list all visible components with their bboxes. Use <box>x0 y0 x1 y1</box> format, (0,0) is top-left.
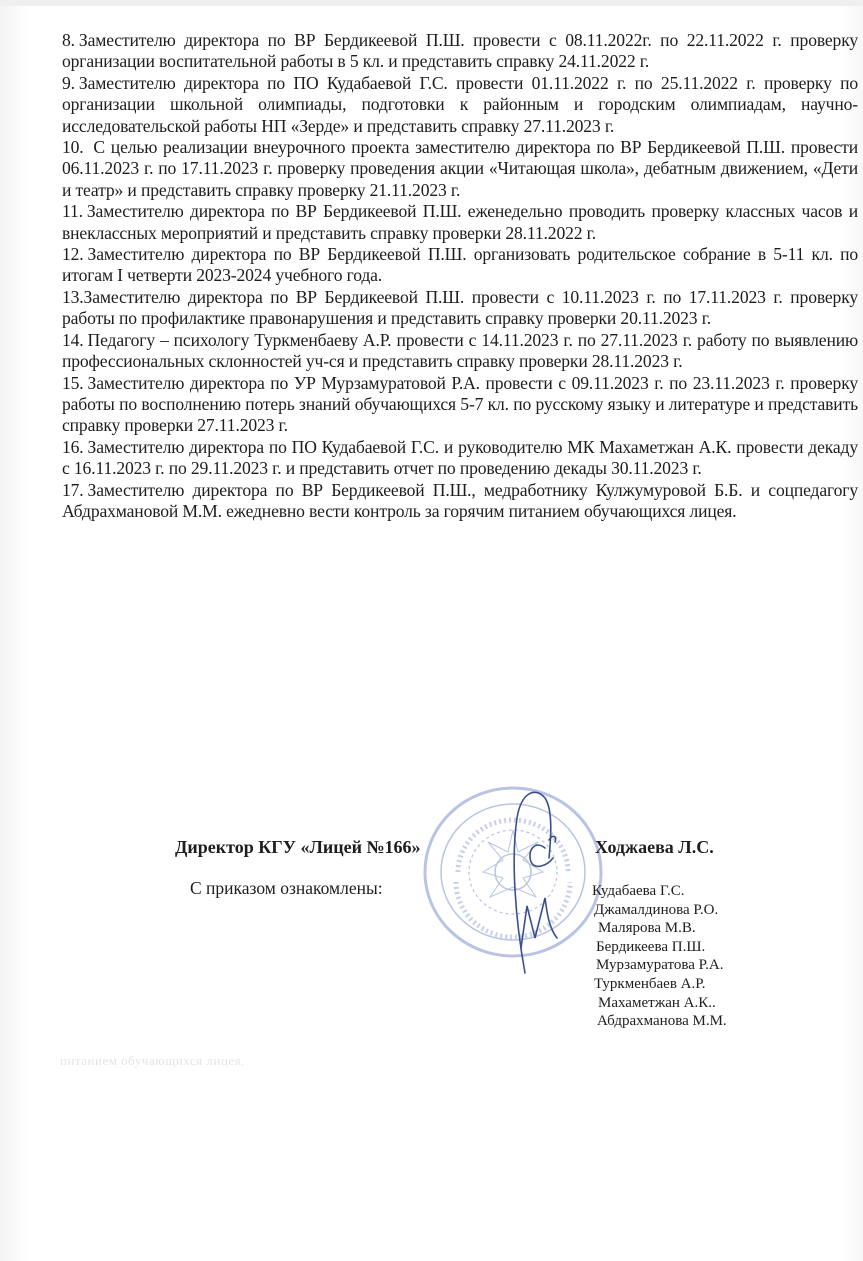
order-item-10 <box>62 137 858 201</box>
acknowledged-person: Джамалдинова Р.О. <box>594 901 719 918</box>
item-number: 8. <box>62 30 75 50</box>
order-body <box>62 30 858 522</box>
item-number: 11. <box>62 201 83 222</box>
item-text: Заместителю директора по ВР Бердикеевой П.Ш. провести с 08.11.2022г. по 22.11.2022 г. проверку организации воспитательной работы в 5 кл. и представить справку 24.11.2022 г. <box>62 30 858 72</box>
order-item-11 <box>62 201 858 244</box>
acknowledgement-label: С приказом ознакомлены: <box>190 878 383 898</box>
item-text: Педагогу – психологу Туркменбаеву А.Р. провести с 14.11.2023 г. по 27.11.2023 г. работу по выявлению профессиональных склонностей уч-ся и представить справку проверки 28.11.2023 г. <box>62 329 858 372</box>
acknowledged-person: Абдрахманова М.М. <box>597 1013 727 1030</box>
item-number: 12. <box>62 244 84 265</box>
item-number: 9. <box>62 72 75 93</box>
item-text: Заместителю директора по ПО Кудабаевой Г.С. и руководителю МК Махаметжан А.К. провести декаду с 16.11.2023 г. по 29.11.2023 г. и представить отчет по проведению декады 30.11.2023 г. <box>62 436 858 479</box>
item-text: С целью реализации внеурочного проекта заместителю директора по ВР Бердикеевой П.Ш. провести 06.11.2023 г. по 17.11.2023 г. проверку проведения акции «Читающая школа», дебатным движением, «Дети и театр» и представить справку проверку 21.11.2023 г. <box>62 137 858 200</box>
acknowledged-person: Махаметжан А.К.. <box>598 994 716 1011</box>
order-item-17 <box>62 480 858 523</box>
order-item-13 <box>62 287 858 330</box>
item-text: Заместителю директора по ВР Бердикеевой П.Ш. провести с 10.11.2023 г. по 17.11.2023 г. проверку работы по профилактике правонарушения и представить справку проверки 20.11.2023 г. <box>62 286 858 329</box>
item-text: Заместителю директора по УР Мурзамуратовой Р.А. провести с 09.11.2023 г. по 23.11.2023 г. проверку работы по восполнению потерь знаний обучающихся 5-7 кл. по русскому языку и литературе и представить справку проверки 27.11.2023 г. <box>62 372 858 436</box>
acknowledged-person: Бердикеева П.Ш. <box>596 938 706 955</box>
order-item-14 <box>62 330 858 373</box>
director-title: Директор КГУ «Лицей №166» <box>175 837 421 857</box>
order-item-15 <box>62 373 858 437</box>
item-number: 14. <box>62 329 84 350</box>
order-item-9 <box>62 73 858 137</box>
director-name: Ходжаева Л.С. <box>595 837 714 857</box>
item-text: Заместителю директора по ВР Бердикеевой П.Ш., медработнику Кулжумуровой Б.Б. и соцпедагогу Абдрахмановой М.М. ежедневно вести контроль за горячим питанием обучающихся лицея. <box>62 479 858 521</box>
order-item-12 <box>62 244 858 287</box>
item-number: 10. <box>62 137 84 158</box>
bleed-through-text: питанием обучающихся лицея. <box>60 1053 245 1068</box>
acknowledged-person: Малярова М.В. <box>598 920 696 937</box>
order-item-16 <box>62 437 858 480</box>
item-text: Заместителю директора по ПО Кудабаевой Г.С. провести 01.11.2022 г. по 25.11.2022 г. проверку по организации школьной олимпиады, подготовки к районным и городским олимпиадам, научно-исследовательской работы НП «Зерде» и представить справку 27.11.2023 г. <box>62 72 858 136</box>
item-text: Заместителю директора по ВР Бердикеевой П.Ш. организовать родительское собрание в 5-11 кл. по итогам I четверти 2023-2024 учебного года. <box>62 244 858 286</box>
acknowledged-person: Туркменбаев А.Р. <box>594 975 706 992</box>
item-number: 13. <box>62 286 84 307</box>
order-item-8 <box>62 30 858 73</box>
acknowledged-person: Мурзамуратова Р.А. <box>596 957 724 974</box>
item-text: Заместителю директора по ВР Бердикеевой П.Ш. еженедельно проводить проверку классных часов и внеклассных мероприятий и представить справку проверки 28.11.2022 г. <box>62 201 858 243</box>
item-number: 17. <box>62 479 84 500</box>
acknowledged-person: Кудабаева Г.С. <box>592 883 685 899</box>
item-number: 15. <box>62 372 84 393</box>
item-number: 16. <box>62 436 84 457</box>
